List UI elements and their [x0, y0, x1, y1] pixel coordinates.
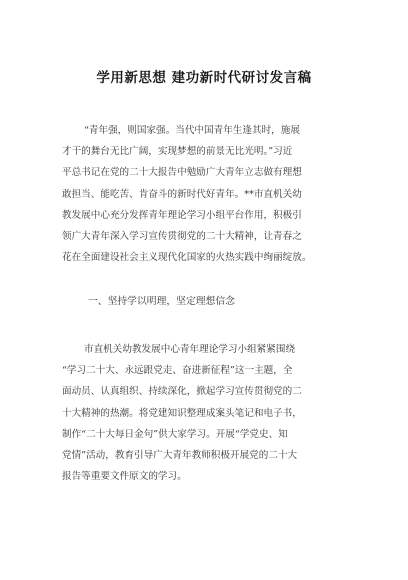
paragraph-line: 面动员、认真组织、持续深化，掀起学习宣传贯彻党的二	[62, 386, 302, 398]
intro-paragraph	[62, 120, 348, 268]
paragraph-line: 平总书记在党的二十大报告中勉励广大青年立志做有理想	[62, 167, 302, 179]
paragraph-line: 花在全面建设社会主义现代化国家的火热实践中绚丽绽放。	[62, 252, 312, 264]
section-heading: 一、坚持学以明理，坚定理想信念	[88, 296, 235, 307]
paragraph-line: 教发展中心充分发挥青年理论学习小组平台作用，积极引	[62, 209, 302, 221]
paragraph-line: 党情”活动，教育引导广大青年教师积极开展党的二十大	[62, 450, 298, 462]
paragraph-line: 才干的舞台无比广阔，实现梦想的前景无比光明。”习近	[62, 146, 293, 158]
paragraph-line: 制作“二十大每日金句”供大家学习。开展“学党史、知	[62, 428, 288, 440]
paragraph-line: 十大精神的热潮。将党建知识整理成案头笔记和电子书，	[62, 407, 302, 419]
section-paragraph	[62, 339, 348, 487]
paragraph-line: “学习二十大、永远跟党走、奋进新征程”这一主题，全	[62, 365, 293, 377]
paragraph-line: 敢担当、能吃苦、肯奋斗的新时代好青年。**市直机关幼	[62, 188, 302, 200]
paragraph-line: 领广大青年深入学习宣传贯彻党的二十大精神，让青春之	[62, 231, 302, 243]
paragraph-line: 报告等重要文件原文的学习。	[62, 471, 187, 483]
paragraph-line: 市直机关幼教发展中心青年理论学习小组紧紧围绕	[84, 344, 296, 355]
document-title: 学用新思想 建功新时代研讨发言稿	[96, 70, 312, 86]
paragraph-line: “青年强，则国家强。当代中国青年生逢其时，施展	[84, 125, 300, 136]
